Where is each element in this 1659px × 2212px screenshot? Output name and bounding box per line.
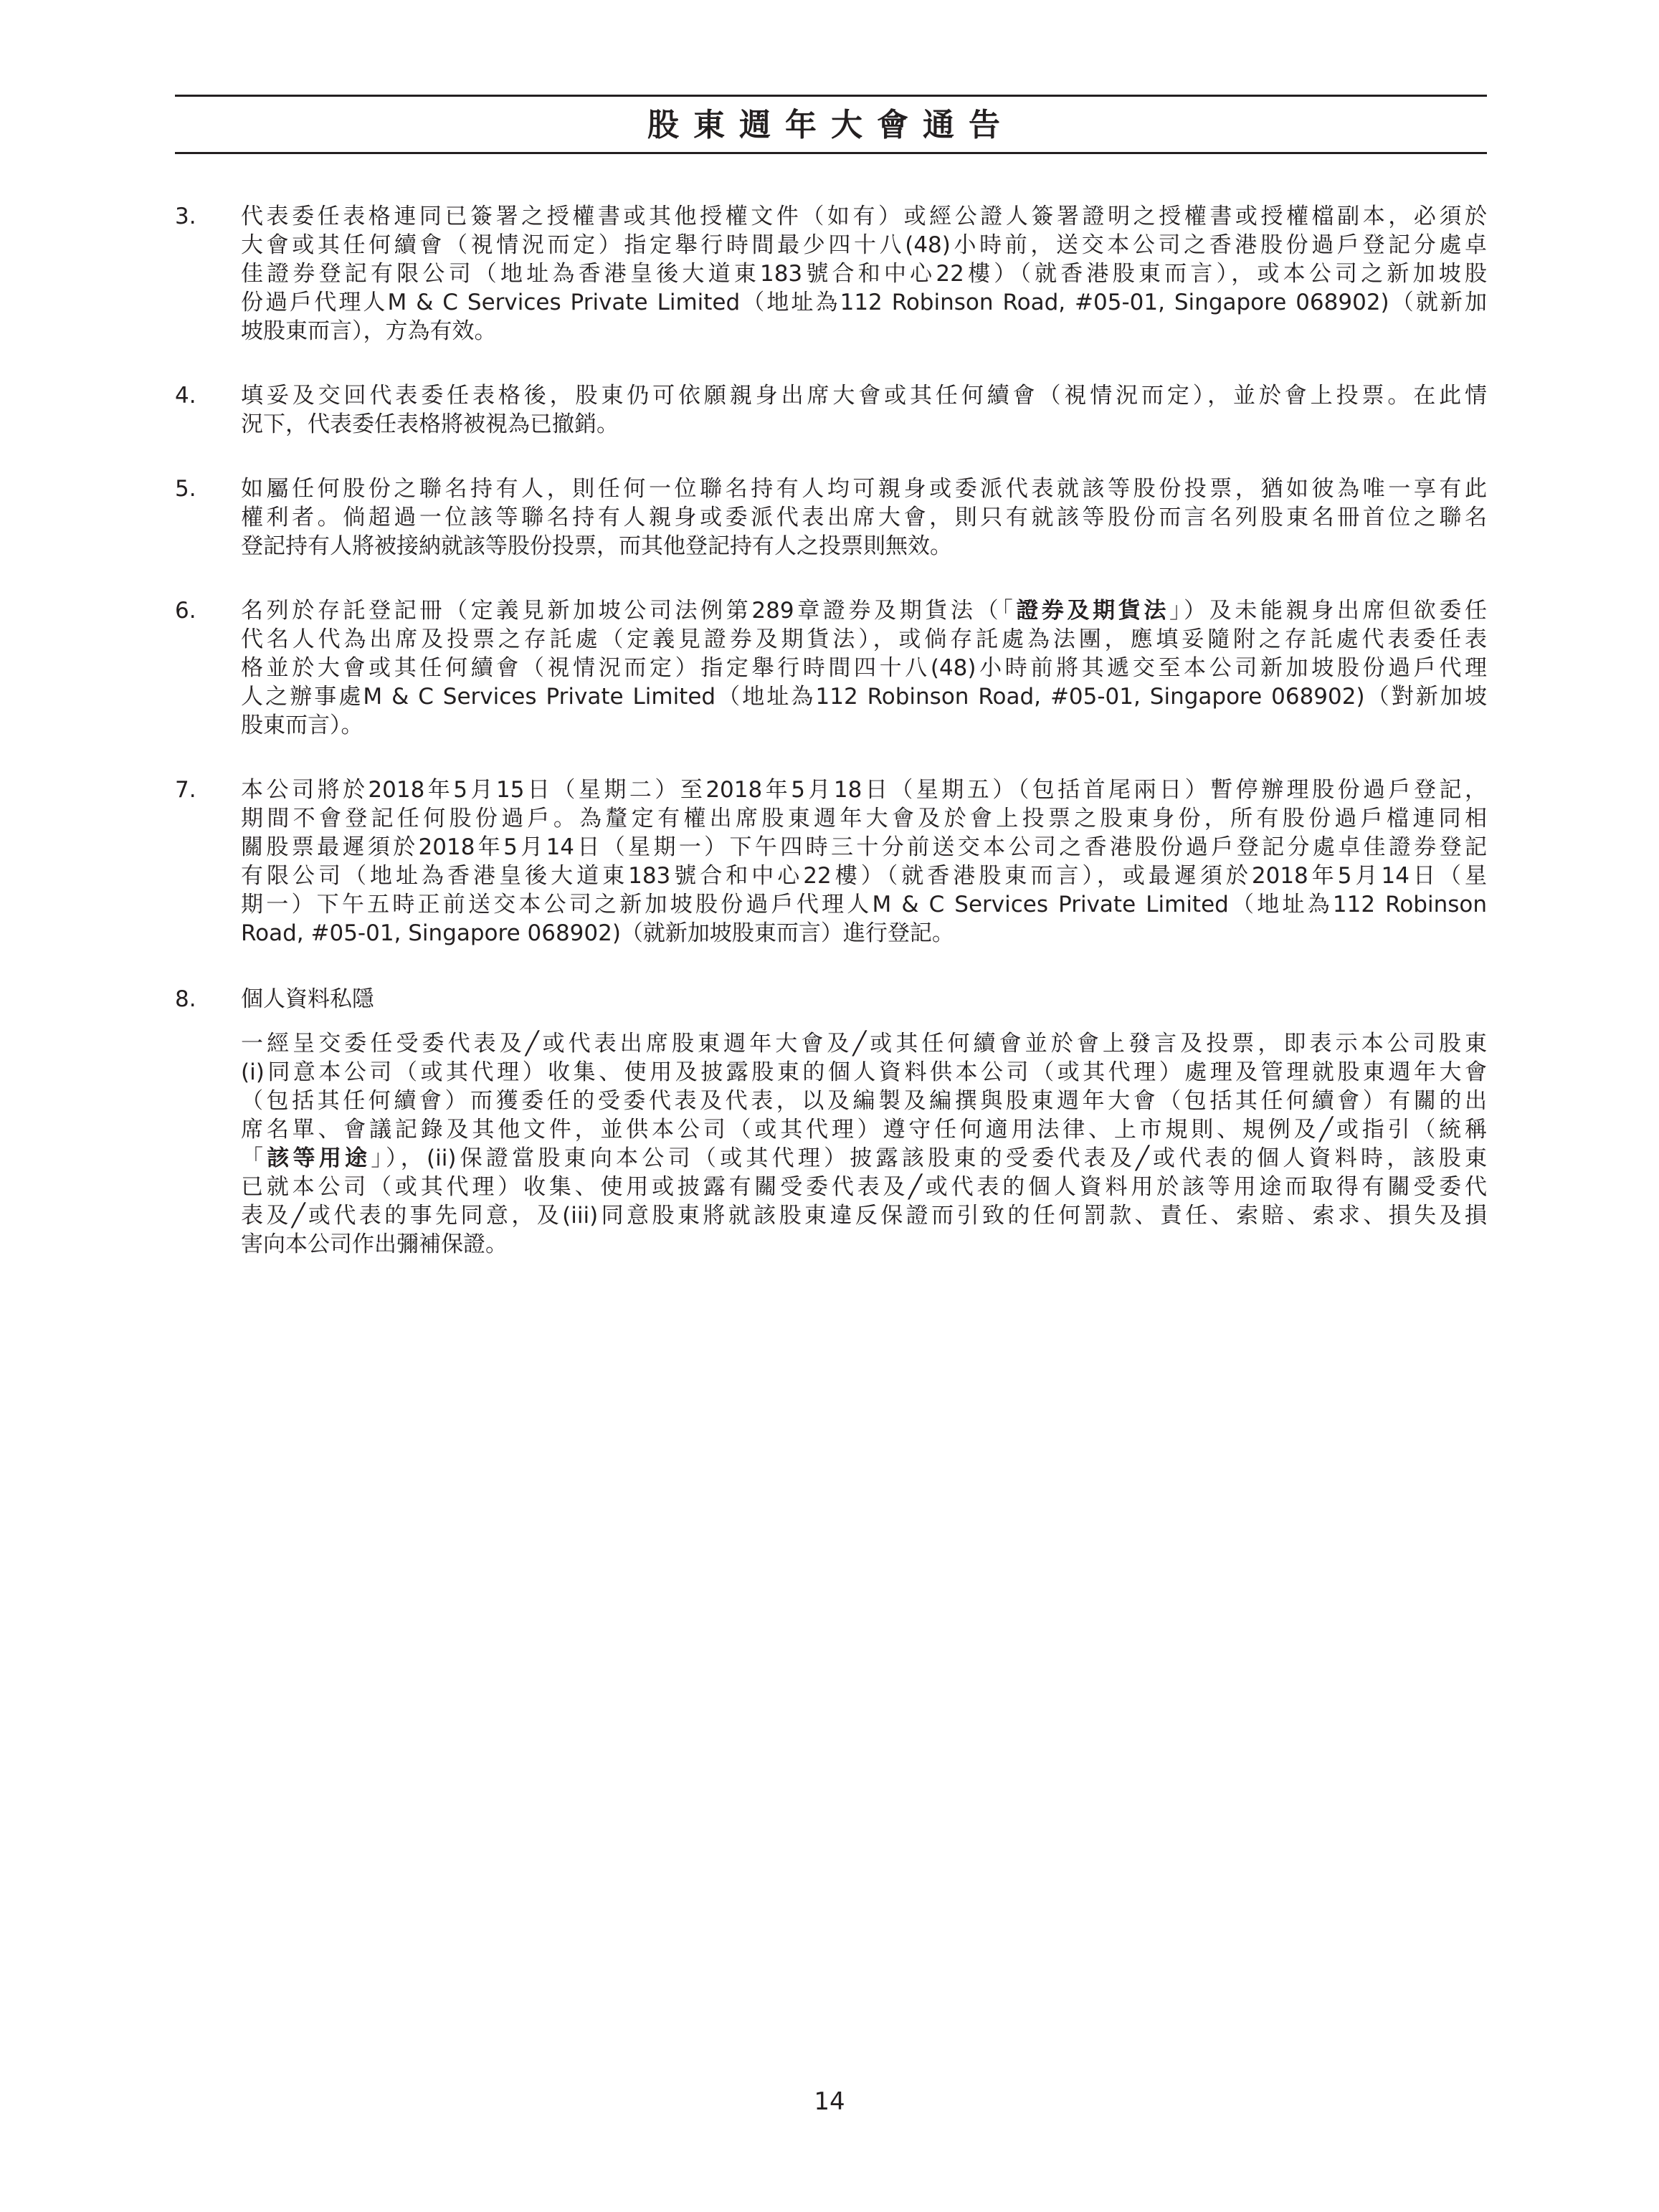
- text-line: Road, #05-01, Singapore 068902)（就新加坡股東而言）進行登記。: [241, 920, 954, 946]
- item-text: [241, 1029, 1487, 1259]
- item-text: [241, 776, 1487, 948]
- text-line: [241, 1144, 1487, 1173]
- header-rule-top: [175, 95, 1487, 97]
- text-line: 填妥及交回代表委任表格後，股東仍可依願親身出席大會或其任何續會（視情況而定），並於會上投票。在此情: [241, 383, 1487, 409]
- item-text: [241, 475, 1487, 561]
- text-line: 期間不會登記任何股份過戶。為釐定有權出席股東週年大會及於會上投票之股東身份，所有股份過戶檔連同相: [241, 806, 1487, 831]
- text-line: 關股票最遲須於2018年5月14日（星期一）下午四時三十分前送交本公司之香港股份過戶登記分處卓佳證券登記: [241, 834, 1487, 860]
- text-line: 人之辦事處M & C Services Private Limited（地址為112 Robinson Road, #05-01, Singapore 068902)（對新加坡: [241, 684, 1487, 710]
- text-line: 期一）下午五時正前送交本公司之新加坡股份過戶代理人M & C Services Private Limited（地址為112 Robinson: [241, 892, 1487, 917]
- item-number: 3.: [175, 204, 196, 229]
- page-number: 14: [814, 2087, 845, 2116]
- text-segment: 」），(ii)保證當股東向本公司（或其代理）披露該股東的受委代表及╱或代表的個人資料時，該股東: [371, 1145, 1488, 1171]
- item-text: [241, 596, 1487, 740]
- text-segment: 」）及未能親身出席但欲委任: [1169, 598, 1488, 624]
- item-text: [241, 202, 1487, 345]
- text-line: 本公司將於2018年5月15日（星期二）至2018年5月18日（星期五）（包括首尾兩日）暫停辦理股份過戶登記，: [241, 777, 1487, 803]
- text-line: 坡股東而言），方為有效。: [241, 318, 497, 344]
- section-heading: 個人資料私隱: [241, 986, 374, 1012]
- text-line: 如屬任何股份之聯名持有人，則任何一位聯名持有人均可親身或委派代表就該等股份投票，猶如彼為唯一享有此: [241, 476, 1487, 502]
- defined-term: 證券及期貨法: [1016, 598, 1170, 624]
- item-number: 8.: [175, 986, 196, 1012]
- item-text: [241, 985, 1487, 1014]
- text-line: 份過戶代理人M & C Services Private Limited（地址為112 Robinson Road, #05-01, Singapore 068902)（就新加: [241, 290, 1487, 315]
- text-line: 股東而言）。: [241, 712, 363, 738]
- text-segment: 名列於存託登記冊（定義見新加坡公司法例第289章證券及期貨法（「: [241, 598, 1017, 624]
- item-number: 6.: [175, 598, 196, 624]
- text-line: [241, 596, 1487, 625]
- text-line: 席名單、會議記錄及其他文件，並供本公司（或其代理）遵守任何適用法律、上市規則、規例及╱或指引（統稱: [241, 1117, 1487, 1143]
- text-line: (i)同意本公司（或其代理）收集、使用及披露股東的個人資料供本公司（或其代理）處理及管理就股東週年大會: [241, 1059, 1487, 1085]
- text-line: （包括其任何續會）而獲委任的受委代表及代表，以及編製及編撰與股東週年大會（包括其任何續會）有關的出: [241, 1088, 1487, 1114]
- text-line: 一經呈交委任受委代表及╱或代表出席股東週年大會及╱或其任何續會並於會上發言及投票，即表示本公司股東: [241, 1031, 1487, 1057]
- text-line: 況下，代表委任表格將被視為已撤銷。: [241, 411, 619, 437]
- item-number: 4.: [175, 383, 196, 409]
- text-line: 大會或其任何續會（視情況而定）指定舉行時間最少四十八(48)小時前，送交本公司之香港股份過戶登記分處卓: [241, 232, 1487, 258]
- item-number: 5.: [175, 476, 196, 502]
- text-line: 害向本公司作出彌補保證。: [241, 1231, 508, 1257]
- text-line: 表及╱或代表的事先同意，及(iii)同意股東將就該股東違反保證而引致的任何罰款、責任、索賠、索求、損失及損: [241, 1203, 1487, 1229]
- text-line: 佳證券登記有限公司（地址為香港皇後大道東183號合和中心22樓）（就香港股東而言），或本公司之新加坡股: [241, 261, 1487, 287]
- text-line: 登記持有人將被接納就該等股份投票，而其他登記持有人之投票則無效。: [241, 533, 952, 559]
- item-text: [241, 381, 1487, 439]
- text-line: 權利者。倘超過一位該等聯名持有人親身或委派代表出席大會，則只有就該等股份而言名列股東名冊首位之聯名: [241, 505, 1487, 530]
- item-number: 7.: [175, 777, 196, 803]
- text-line: 有限公司（地址為香港皇後大道東183號合和中心22樓）（就香港股東而言），或最遲須於2018年5月14日（星: [241, 863, 1487, 889]
- text-line: 代名人代為出席及投票之存託處（定義見證券及期貨法），或倘存託處為法團，應填妥隨附之存託處代表委任表: [241, 626, 1487, 652]
- header-rule-bottom: [175, 152, 1487, 154]
- text-line: 代表委任表格連同已簽署之授權書或其他授權文件（如有）或經公證人簽署證明之授權書或授權檔副本，必須於: [241, 204, 1487, 229]
- page-title: 股東週年大會通告: [647, 107, 1014, 143]
- text-line: 已就本公司（或其代理）收集、使用或披露有關受委代表及╱或代表的個人資料用於該等用途而取得有關受委代: [241, 1174, 1487, 1200]
- text-segment: 「: [241, 1145, 267, 1171]
- defined-term: 該等用途: [267, 1145, 371, 1171]
- text-line: 格並於大會或其任何續會（視情況而定）指定舉行時間四十八(48)小時前將其遞交至本公司新加坡股份過戶代理: [241, 655, 1487, 681]
